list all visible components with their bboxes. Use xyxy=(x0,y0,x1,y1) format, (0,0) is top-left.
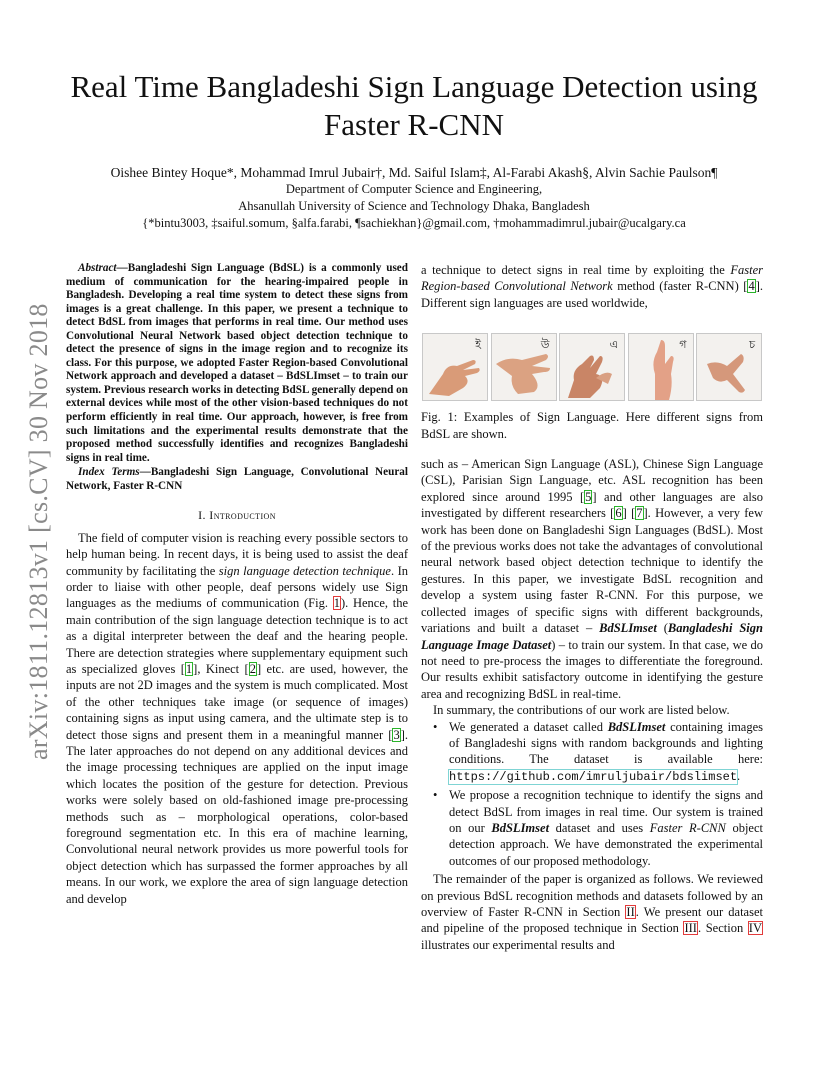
sign-image-strip xyxy=(422,333,762,401)
list-text: . xyxy=(737,768,741,783)
body-text: ]. Different sign languages are used worldwide, xyxy=(421,279,763,310)
bullet-icon: • xyxy=(433,719,438,734)
list-item xyxy=(433,719,763,786)
citation-link[interactable]: 5 xyxy=(585,489,592,504)
affiliation-department: Department of Computer Science and Engineering, xyxy=(285,182,543,196)
sign-glyph: এ xyxy=(609,338,618,352)
body-text: . Section xyxy=(697,921,748,936)
author-emails: {*bintu3003, ‡saiful.somum, §alfa.farabi, ¶sachiekhan}@gmail.com, †mohammadimrul.jubair@ucalgary.ca xyxy=(142,216,686,230)
dataset-url-link[interactable]: https://github.com/imruljubair/bdslimset xyxy=(449,769,738,784)
author-list: Oishee Bintey Hoque*, Mohammad Imrul Jubair†, Md. Saiful Islam‡, Al-Farabi Akash§, Alvin Sachie Paulson¶ xyxy=(110,165,718,180)
body-text: ] [ xyxy=(622,506,636,521)
abstract xyxy=(66,262,408,465)
affiliation xyxy=(40,181,788,215)
list-text: object detection approach. We have demonstrated the experimental outcomes of our proposed methodology. xyxy=(449,820,763,868)
list-text: We propose a recognition technique to identify the signs and detect BdSL from images in real time. Our system is trained on our xyxy=(449,788,763,835)
sign-image xyxy=(491,333,557,401)
body-text: ) – to train our system. In that case, we do not need to pre-process the images to differentiate the foreground. Our results exhibit satisfactory outcome in identifying the gesture area and recognizing BdSL in real-time. xyxy=(421,637,764,701)
intro-text: The field of computer vision is reaching every possible sectors to help human being. In recent days, it is being used to assist the deaf community by facilitating the xyxy=(66,530,408,578)
list-text: dataset and uses xyxy=(549,820,650,835)
body-text: a technique to detect signs in real time by exploiting the xyxy=(421,263,731,277)
index-terms xyxy=(66,466,408,493)
sign-glyph: গ xyxy=(679,338,687,352)
dataset-expansion: Bangladeshi Sign Language Image Dataset xyxy=(421,621,763,652)
affiliation-university: Ahsanullah University of Science and Technology Dhaka, Bangladesh xyxy=(238,199,590,213)
body-text: ( xyxy=(656,621,668,636)
closing-paragraph xyxy=(421,871,763,953)
list-text: We generated a dataset called xyxy=(449,719,608,734)
body-text: such as – American Sign Language (ASL), Chinese Sign Language (CSL), Parisian Sign Language, etc. ASL recognition has been explored since around 1995 [ xyxy=(421,457,763,504)
sign-glyph: চ xyxy=(749,338,755,352)
paper-title: Real Time Bangladeshi Sign Language Detection using Faster R-CNN xyxy=(70,69,758,142)
citation-link[interactable]: 4 xyxy=(748,279,755,294)
citation-link[interactable]: 2 xyxy=(249,661,256,676)
citation-link[interactable]: 1 xyxy=(185,661,193,676)
abstract-text: —Bangladeshi Sign Language (BdSL) is a commonly used medium of communication for the hearing-impaired people in Bangladesh. Developing a real time system to detect these signs from images is a great challenge. In this paper, we present a technique to detect BdSL from images that performs in real time. Our method uses Convolutional Neural Network based object detection technique to detect the presence of signs in the image region and to recognize its class. For this purpose, we adopted Faster Region-based Convolutional Network approach and developed a dataset – BdSLImset – to train our system. Previous research works in detecting BdSL generally depend on external devices while most of the other vision-based techniques do not perform efficiently in real time. Our approach, however, is free from such limitations and the experimental results demonstrate that the proposed method successfully identifies and recognizes Bangladeshi signs in real time. xyxy=(66,262,408,464)
citation-link[interactable]: 3 xyxy=(393,727,400,742)
summary-sentence: In summary, the contributions of our work are listed below. xyxy=(433,703,730,718)
index-terms-text: —Bangladeshi Sign Language, Convolutional Neural Network, Faster R-CNN xyxy=(66,466,408,492)
index-terms-lead: Index Terms xyxy=(78,466,140,479)
intro-text: . In order to liaise with other people, deaf persons widely use Sign languages as the mediums of communication (Fig. xyxy=(66,563,409,611)
sign-image xyxy=(628,333,694,401)
intro-text: ]. The later approaches do not depend on any additional devices and the image processing techniques are applied on the input image which locates the position of the gesture for detection. Previous works were solely based on old-fashioned image pre-processing methods such as – morphological operations, color-based foreground segmentation etc. In this era of machine learning, Convolutional neural network provides us more powerful tools for object detection which has surpassed the former approaches by all means. In our work, we explore the area of sign language detection and develop xyxy=(66,727,408,906)
method-name: Faster R-CNN xyxy=(649,820,726,835)
sign-image xyxy=(422,333,488,401)
sign-image xyxy=(696,333,762,401)
intro-text: ] etc. are used, however, the inputs are not 2D images and the system is much complicated. Most of the other techniques take image (or sequence of images) containing signs as input using camera, and the ultimate step is to detect those signs and present them in a meaningful manner [ xyxy=(66,661,408,742)
section-heading-introduction: I. Introduction xyxy=(198,508,276,523)
body-paragraph xyxy=(421,456,763,702)
left-column xyxy=(66,262,408,907)
intro-paragraph xyxy=(66,530,408,907)
section-link[interactable]: III xyxy=(684,921,697,936)
arxiv-identifier: arXiv:1811.12813v1 [cs.CV] 30 Nov 2018 xyxy=(24,303,53,760)
dataset-name: BdSLImset xyxy=(599,621,657,636)
body-text: ] and other languages are also investigated by different researchers [ xyxy=(421,489,763,521)
intro-text: ). Hence, the main contribution of the sign language detection technique is to act as a digital interpreter between the deaf and the hearing people. There are detection strategies where supplementary equipment such as specialized gloves [ xyxy=(66,596,408,676)
dataset-name: BdSLImset xyxy=(607,719,666,734)
body-text: The remainder of the paper is organized as follows. We reviewed on previous BdSL recognition methods and datasets followed by an overview of Faster R-CNN in Section xyxy=(421,872,763,919)
section-link[interactable]: II xyxy=(626,905,635,919)
sign-glyph: উ xyxy=(540,338,550,352)
body-emphasis: Faster Region-based Convolutional Network xyxy=(421,263,763,294)
figure-caption: Fig. 1: Examples of Sign Language. Here different signs from BdSL are shown. xyxy=(421,410,763,441)
citation-link[interactable]: 7 xyxy=(636,506,643,521)
right-column xyxy=(421,262,763,953)
section-link[interactable]: IV xyxy=(748,921,762,936)
bullet-icon: • xyxy=(433,788,438,803)
sign-image xyxy=(559,333,625,401)
abstract-lead: Abstract xyxy=(78,262,117,274)
intro-emphasis: sign language detection technique xyxy=(218,563,391,578)
body-text: . We present our dataset and pipeline of the proposed technique in Section xyxy=(421,905,763,936)
dataset-name: BdSLImset xyxy=(491,820,550,835)
figure-1 xyxy=(421,333,763,442)
continued-paragraph xyxy=(421,262,763,311)
contribution-list xyxy=(421,719,763,870)
citation-link[interactable]: 6 xyxy=(615,506,622,521)
sign-glyph: ই xyxy=(475,338,481,352)
figure-link[interactable]: 1 xyxy=(333,596,340,611)
body-text: illustrates our experimental results and xyxy=(421,937,615,952)
list-item xyxy=(433,787,763,869)
list-text: containing images of Bangladeshi signs with random backgrounds and lighting conditions. The dataset is available here: xyxy=(449,719,763,767)
body-text: method (faster R-CNN) [ xyxy=(612,279,748,294)
body-text: ]. However, a very few work has been done on Bangladeshi Sign Languages (BdSL). Most of the previous works does not take the advantages of convolutional neural network based object detection technique to identify the gestures. In this paper, we investigate BdSL recognition and develop a system using faster R-CNN. For this purpose, we collected images of specific signs with different backgrounds, variations and built a dataset – xyxy=(421,506,764,636)
intro-text: ], Kinect [ xyxy=(193,661,249,676)
